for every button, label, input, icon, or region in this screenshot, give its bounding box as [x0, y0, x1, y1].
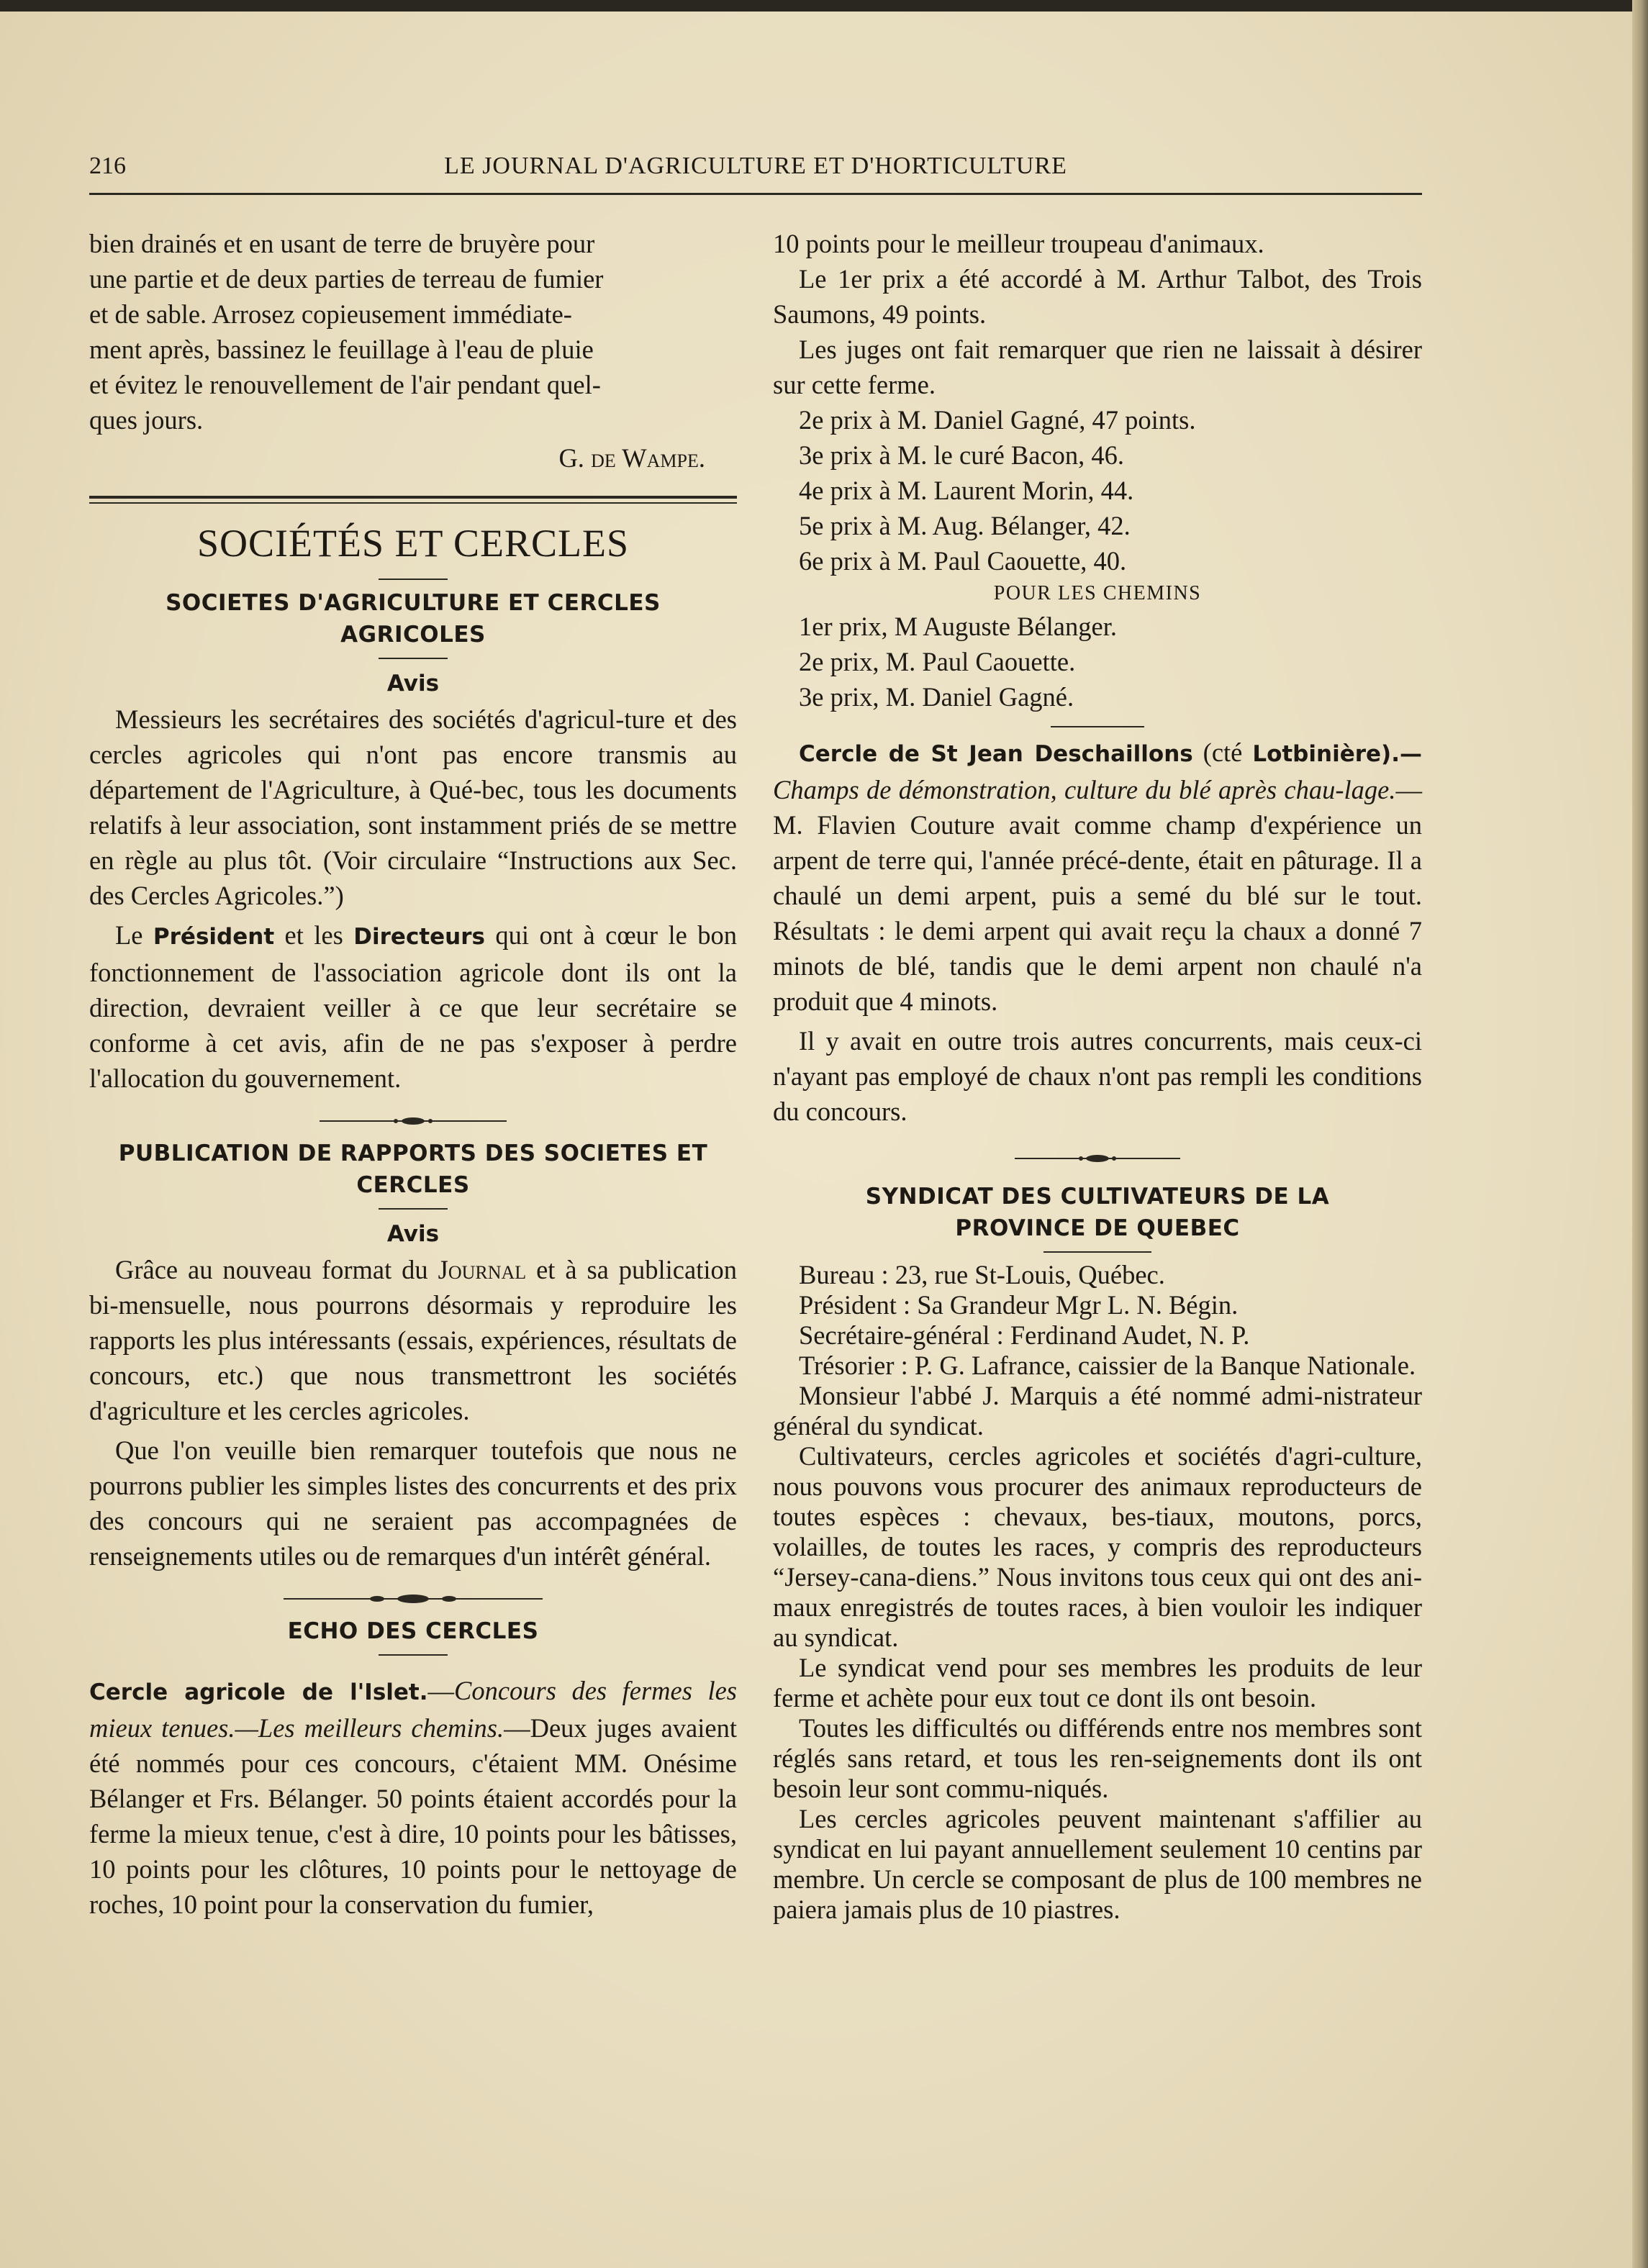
chemins-line: 1er prix, M Auguste Bélanger.: [799, 612, 1117, 641]
syndicat-paragraph: Le syndicat vend pour ses membres les produits de leur ferme et achète pour eux tout ce dont ils ont besoin.: [773, 1653, 1422, 1713]
ornament-divider: [89, 1588, 737, 1604]
echo-paragraph: [89, 1673, 737, 1922]
running-header: [89, 150, 1422, 195]
stjean-bold: Cercle de St Jean Deschaillons: [799, 741, 1193, 767]
intro-line: et de sable. Arrosez copieusement immédiate-: [89, 299, 572, 329]
publication-paragraph-2: Que l'on veuille bien remarquer toutefois que nous ne pourrons publier les simples listes des concurrents et des prix des concours qui ne seraient pas accompagnées de renseignements utiles ou de remarques d'un intérêt général.: [89, 1435, 737, 1571]
prize-line: 3e prix à M. le curé Bacon, 46.: [799, 440, 1125, 470]
first-prize-paragraph: Le 1er prix a été accordé à M. Arthur Talbot, des Trois Saumons, 49 points.: [773, 264, 1422, 329]
heading-rule: [379, 658, 448, 659]
publication-heading: PUBLICATION DE RAPPORTS DES SOCIETES ET CERCLES: [118, 1140, 708, 1198]
section-rule: [1051, 726, 1144, 727]
chemins-line: 2e prix, M. Paul Caouette.: [799, 647, 1076, 676]
scan-right-edge: [1632, 0, 1648, 2268]
publication-paragraph: [89, 1252, 737, 1428]
text: ).—: [1381, 741, 1422, 767]
text: Grâce au nouveau format du: [115, 1255, 438, 1284]
text: —Deux juges avaient été nommés pour ces concours, c'étaient MM. Onésime Bélanger et Frs. Bélanger. 50 points étaient accordés pour la ferme la mieux tenue, c'est à dire, 10 points pour les bâtisses, 10 points pour les clôtures, 10 points pour le nettoyage de roches, 10 point pour la conservation du fumier,: [89, 1713, 737, 1919]
syndicat-heading: SYNDICAT DES CULTIVATEURS DE LA PROVINCE DE QUEBEC: [865, 1184, 1330, 1241]
syndicat-paragraph: Cultivateurs, cercles agricoles et sociétés d'agri-culture, nous pouvons vous procurer des animaux reproducteurs de toutes espèces : chevaux, bes-tiaux, moutons, porcs, volailles, de toutes les races, y compris des reproducteurs “Jersey-cana-diens.” Nous invitons tous ceux qui ont des ani-maux enregistrés de toutes races, à bien vouloir les indiquer au syndicat.: [773, 1441, 1422, 1652]
signature-name: de Wampe.: [591, 443, 705, 473]
heading-rule: [379, 1208, 448, 1210]
societes-heading: SOCIETES D'AGRICULTURE ET CERCLES AGRICOLES: [166, 590, 661, 648]
intro-line: une partie et de deux parties de terreau de fumier: [89, 264, 604, 294]
info-line: Trésorier : P. G. Lafrance, caissier de la Banque Nationale.: [799, 1351, 1416, 1380]
signature: [89, 440, 737, 476]
syndicat-paragraph: Toutes les difficultés ou différends entre nos membres sont réglés sans retard, et tous les ren-seignements dont ils ont besoin leur sont commu-niqués.: [773, 1713, 1422, 1803]
heading-rule: [1043, 1251, 1151, 1253]
ornament-divider: [89, 1110, 737, 1126]
societes-paragraph-2: [89, 917, 737, 1096]
avis-label: Avis: [386, 1221, 440, 1247]
left-column: [89, 226, 737, 1922]
societes-paragraph: Messieurs les secrétaires des sociétés d'agricul-ture et des cercles agricoles qui n'ont pas encore transmis au département de l'Agriculture, à Qué-bec, tous les documents relatifs à leur association, sont instamment priés de se mettre en règle au plus tôt. (Voir circulaire “Instructions aux Sec. des Cercles Agricoles.”): [89, 704, 737, 910]
chemins-heading: POUR LES CHEMINS: [993, 582, 1202, 604]
double-rule: [89, 496, 737, 504]
running-title: LE JOURNAL D'AGRICULTURE ET D'HORTICULTURE: [444, 153, 1067, 179]
info-line: Secrétaire-général : Ferdinand Audet, N. P.: [799, 1320, 1250, 1350]
text: —: [427, 1676, 455, 1705]
text: et les: [274, 920, 354, 950]
syndicat-paragraph: Monsieur l'abbé J. Marquis a été nommé admi-nistrateur général du syndicat.: [773, 1381, 1422, 1441]
text: (cté: [1192, 738, 1253, 767]
intro-line: ment après, bassinez le feuillage à l'eau de pluie: [89, 335, 594, 364]
echo-italic: Concours des fermes les mieux tenues.—Les meilleurs chemins.: [89, 1676, 737, 1743]
heading-rule: [379, 1654, 448, 1656]
info-line: Bureau : 23, rue St-Louis, Québec.: [799, 1260, 1165, 1289]
chemins-line: 3e prix, M. Daniel Gagné.: [799, 682, 1074, 712]
syndicat-paragraph: Les cercles agricoles peuvent maintenant s'affilier au syndicat en lui payant annuellement seulement 10 centins par membre. Un cercle se composant de plus de 100 membres ne paiera jamais plus de 10 piastres.: [773, 1804, 1422, 1924]
prize-line: 5e prix à M. Aug. Bélanger, 42.: [799, 511, 1131, 540]
syndicat-info: [773, 1260, 1422, 1925]
signature-initial: G.: [558, 443, 592, 473]
right-column: [773, 226, 1422, 1925]
president-bold: Président: [153, 924, 275, 950]
section-title: SOCIÉTÉS ET CERCLES: [196, 522, 630, 565]
juges-paragraph: Les juges ont fait remarquer que rien ne laissait à désirer sur cette ferme.: [773, 335, 1422, 399]
ornament-divider: [773, 1148, 1422, 1164]
page-number: 216: [89, 153, 126, 179]
scan-top-edge: [0, 0, 1648, 12]
stjean-paragraph: [773, 735, 1422, 1019]
info-line: Président : Sa Grandeur Mgr L. N. Bégin.: [799, 1290, 1239, 1320]
directeurs-bold: Directeurs: [353, 924, 485, 950]
text: Le: [115, 920, 153, 950]
text: qui ont à cœur le bon fonctionnement de l'association agricole dont ils ont la direction, devraient veiller à ce que leur secrétaire se conforme à cet avis, afin de ne pas s'exposer à perdre l'allocation du gouvernement.: [89, 920, 738, 1093]
avis-label: Avis: [386, 671, 440, 697]
intro-line: bien drainés et en usant de terre de bruyère pour: [89, 229, 595, 258]
text: —M. Flavien Couture avait comme champ d'expérience un arpent de terre qui, l'année précé-dente, était en pâturage. Il a chaulé un demi arpent, puis a semé du blé sur le tout. Résultats : le demi arpent qui avait reçu la chaux a donné 7 minots de blé, tandis que le demi arpent non chaulé n'a produit que 4 minots.: [773, 775, 1422, 1016]
cercle-islet-bold: Cercle agricole de l'Islet.: [89, 1679, 428, 1705]
prize-line: 6e prix à M. Paul Caouette, 40.: [799, 546, 1127, 576]
intro-line: et évitez le renouvellement de l'air pendant quel-: [89, 370, 601, 399]
stjean-italic: Champs de démonstration, culture du blé après chau-lage.: [773, 775, 1396, 804]
echo-heading: ECHO DES CERCLES: [287, 1618, 539, 1644]
text: et à sa publication bi-mensuelle, nous pourrons désormais y reproduire les rapports les plus intéressants (essais, expériences, résultats de concours, etc.) que nous transmettront les sociétés d'agriculture et les cercles agricoles.: [89, 1255, 737, 1425]
prize-line: 2e prix à M. Daniel Gagné, 47 points.: [799, 405, 1196, 435]
continuation-line: 10 points pour le meilleur troupeau d'animaux.: [773, 229, 1264, 258]
title-rule: [379, 579, 448, 580]
stjean-paragraph-2: Il y avait en outre trois autres concurrents, mais ceux-ci n'ayant pas employé de chaux n'ont pas rempli les conditions du concours.: [773, 1026, 1422, 1126]
lotbiniere-bold: Lotbinière: [1252, 741, 1382, 767]
journal-sc: Journal: [438, 1255, 527, 1284]
prize-line: 4e prix à M. Laurent Morin, 44.: [799, 476, 1134, 505]
intro-line: ques jours.: [89, 405, 204, 435]
